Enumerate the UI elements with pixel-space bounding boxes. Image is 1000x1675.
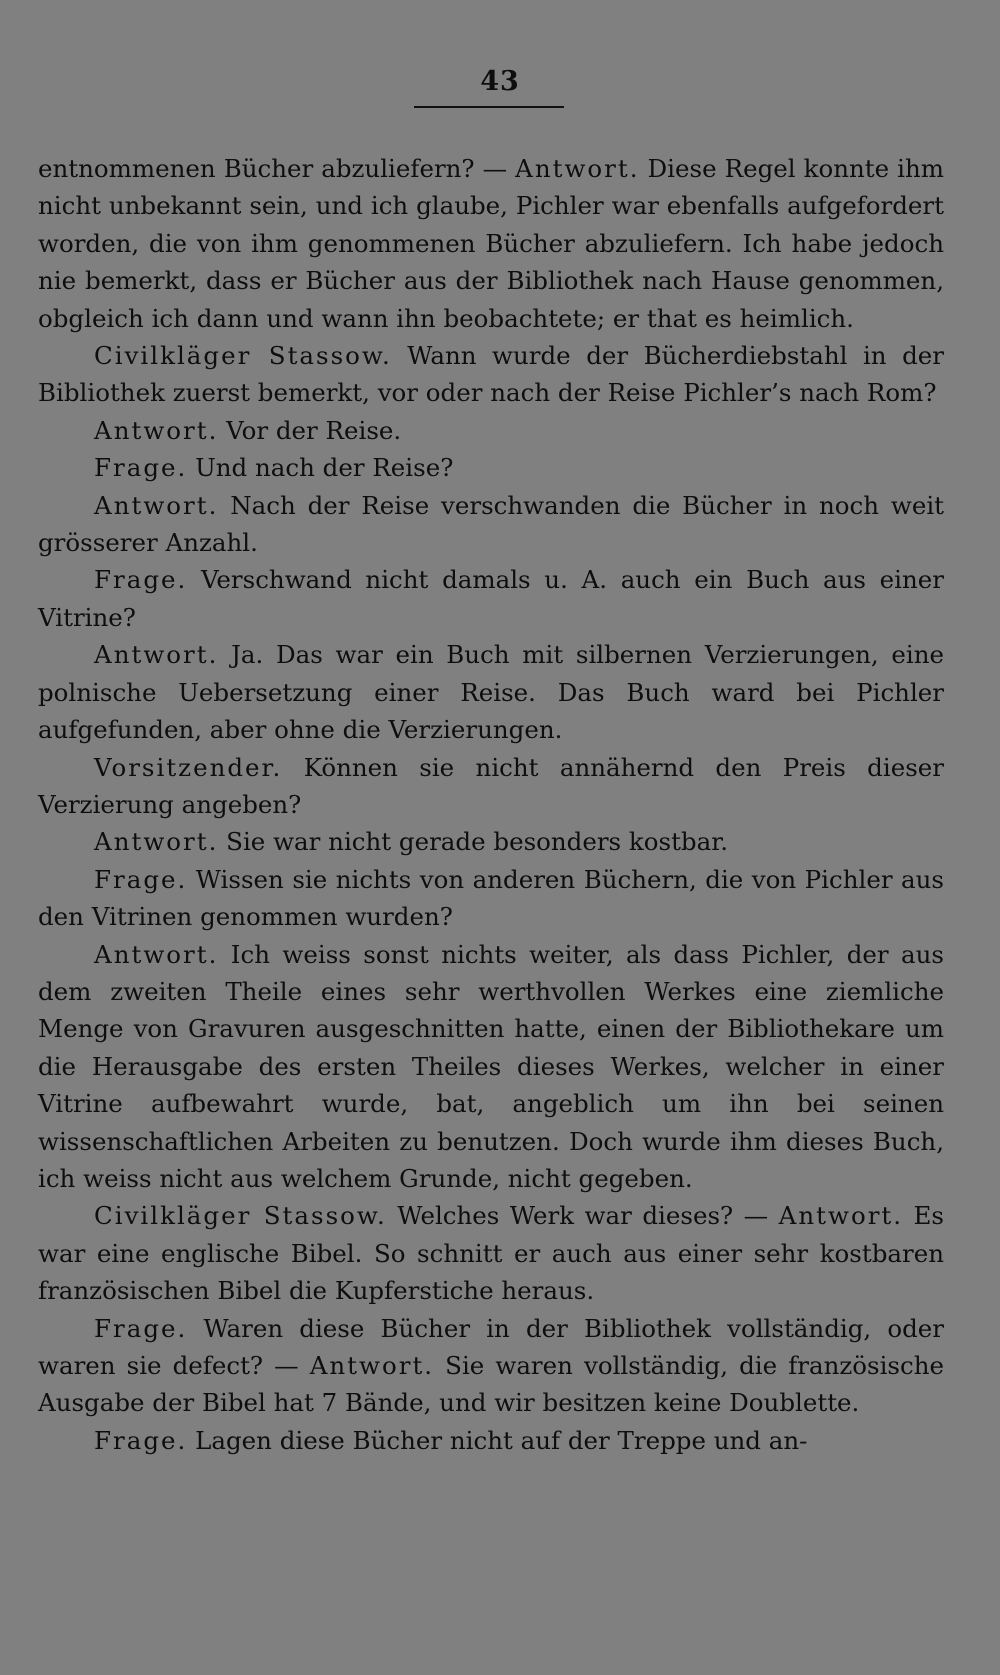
paragraph: Antwort. Sie war nicht gerade besonders kostbar. <box>94 827 729 857</box>
paragraph: Frage. Und nach der Reise? <box>94 453 454 483</box>
paragraph: Antwort. Vor der Reise. <box>94 415 402 445</box>
header-rule <box>414 106 564 108</box>
paragraph: Frage. Lagen diese Bücher nicht auf der Treppe und an- <box>94 1425 808 1455</box>
paragraph: Civilkläger Stassow. Welches Werk war dieses? — Antwort. Es war eine englische Bibel. So schnitt er auch aus einer sehr kostbaren französischen Bibel die Kupferstiche heraus. <box>38 1201 944 1306</box>
paragraph: Frage. Verschwand nicht damals u. A. auch ein Buch aus einer Vitrine? <box>38 565 944 632</box>
paragraph: Civilkläger Stassow. Wann wurde der Bücherdiebstahl in der Bibliothek zuerst bemerkt, vor oder nach der Reise Pichler’s nach Rom? <box>38 341 944 408</box>
paragraph: Frage. Waren diese Bücher in der Bibliothek vollständig, oder waren sie defect? — Antwort. Sie waren vollständig, die französische Ausgabe der Bibel hat 7 Bände, und wir besitzen keine Doublette. <box>38 1313 944 1418</box>
paragraph: Vorsitzender. Können sie nicht annähernd den Preis dieser Verzierung angeben? <box>38 752 944 819</box>
paragraph: Frage. Wissen sie nichts von anderen Büchern, die von Pichler aus den Vitrinen genommen wurden? <box>38 864 944 932</box>
page-number: 43 <box>480 66 520 97</box>
paragraph: Antwort. Ich weiss sonst nichts weiter, als dass Pichler, der aus dem zweiten Theile eines sehr werthvollen Werkes eine ziemliche Menge von Gravuren ausgeschnitten hatte, einen der Bibliothekare um die Herausgabe des ersten Theiles dieses Werkes, welcher in einer Vitrine aufbewahrt wurde, bat, angeblich um ihn bei seinen wissenschaftlichen Arbeiten zu benutzen. Doch wurde ihm dieses Buch, ich weiss nicht aus welchem Grunde, nicht gegeben. <box>38 939 944 1193</box>
body-text <box>38 150 944 1459</box>
paragraph: Antwort. Ja. Das war ein Buch mit silbernen Verzierungen, eine polnische Uebersetzung einer Reise. Das Buch ward bei Pichler aufgefunden, aber ohne die Verzierungen. <box>38 640 944 745</box>
paragraph: Antwort. Nach der Reise verschwanden die Bücher in noch weit grösserer Anzahl. <box>38 490 944 558</box>
paragraph: entnommenen Bücher abzuliefern? — Antwort. Diese Regel konnte ihm nicht unbekannt sein, und ich glaube, Pichler war ebenfalls aufgefordert worden, die von ihm genommenen Bücher abzuliefern. Ich habe jedoch nie bemerkt, dass er Bücher aus der Bibliothek nach Hause genommen, obgleich ich dann und wann ihn beobachtete; er that es heimlich. <box>38 154 944 333</box>
